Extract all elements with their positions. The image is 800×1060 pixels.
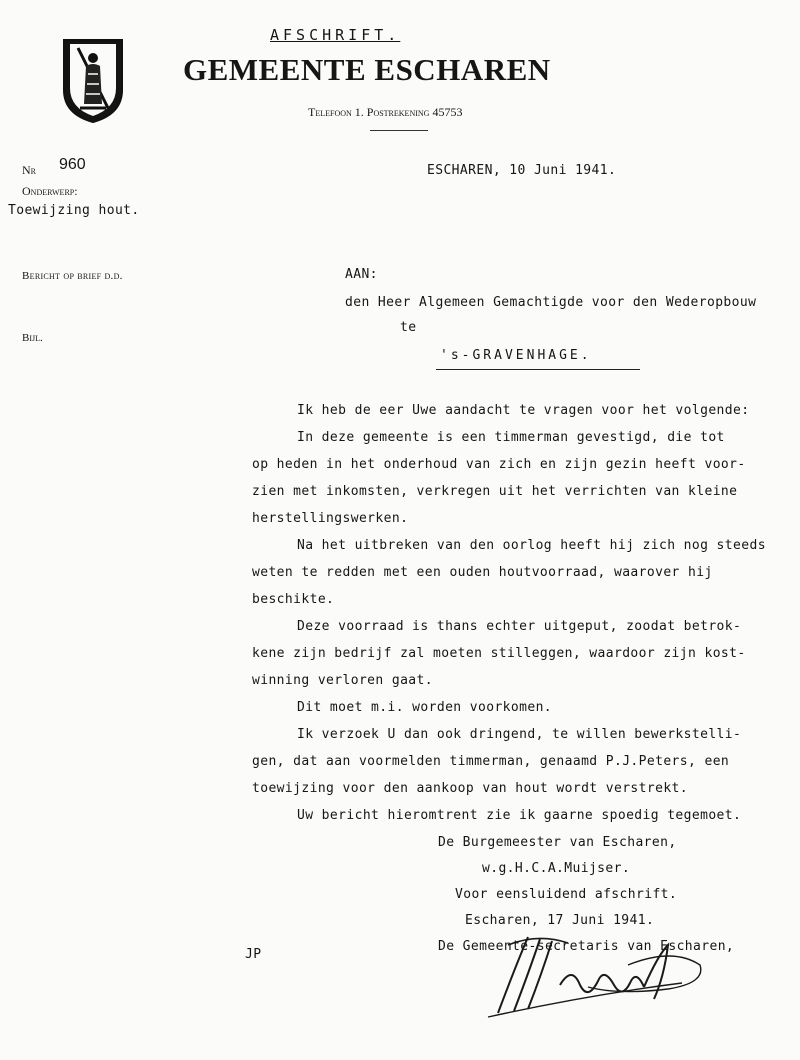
municipality-title: GEMEENTE ESCHAREN [183,52,551,87]
body-line: toewijzing voor den aankoop van hout wordt verstrekt. [252,781,689,796]
body-line: winning verloren gaat. [252,673,433,688]
body-line: beschikte. [252,592,335,607]
addressee-te: te [400,320,417,335]
body-line: Deze voorraad is thans echter uitgeput, zoodat betrok- [297,619,742,634]
body-line: Uw bericht hieromtrent zie ik gaarne spoedig tegemoet. [297,808,742,823]
copy-heading: AFSCHRIFT. [270,26,401,44]
body-line: In deze gemeente is een timmerman gevestigd, die tot [297,430,725,445]
body-line: Na het uitbreken van den oorlog heeft hij zich nog steeds [297,538,766,553]
typist-initials: JP [245,947,262,962]
subject-label: Onderwerp: [22,184,78,198]
body-line: Ik verzoek U dan ook dringend, te willen bewerkstelli- [297,727,742,742]
subject-value: Toewijzing hout. [8,203,140,218]
closing-secretary: De Gemeente-secretaris van Escharen, [438,939,735,954]
nr-value: 960 [59,156,86,173]
closing-signed: w.g.H.C.A.Muijser. [482,861,631,876]
header-divider [370,130,428,131]
city-underline [436,369,640,370]
body-line: Dit moet m.i. worden voorkomen. [297,700,553,715]
coat-of-arms-icon [62,38,124,124]
body-line: herstellingswerken. [252,511,409,526]
place-date: ESCHAREN, 10 Juni 1941. [427,163,617,178]
body-line: op heden in het onderhoud van zich en zijn gezin heeft voor- [252,457,746,472]
addressee: den Heer Algemeen Gemachtigde voor den Wederopbouw [345,295,757,310]
recipient-label: AAN: [345,267,378,282]
closing-mayor: De Burgemeester van Escharen, [438,835,677,850]
reply-to-letter-label: Bericht op brief d.d. [22,270,123,282]
addressee-city: 's-GRAVENHAGE. [440,348,592,363]
signature-icon [468,925,708,1020]
body-line: gen, dat aan voormelden timmerman, genaamd P.J.Peters, een [252,754,730,769]
body-line: kene zijn bedrijf zal moeten stilleggen, waardoor zijn kost- [252,646,746,661]
body-line: Ik heb de eer Uwe aandacht te vragen voor het volgende: [297,403,750,418]
closing-true-copy: Voor eensluidend afschrift. [455,887,678,902]
body-line: zien met inkomsten, verkregen uit het verrichten van kleine [252,484,738,499]
contact-line: Telefoon 1. Postrekening 45753 [308,105,463,119]
closing-place-date: Escharen, 17 Juni 1941. [465,913,655,928]
nr-label: Nr [22,163,37,177]
body-line: weten te redden met een ouden houtvoorraad, waarover hij [252,565,713,580]
attachments-label: Bijl. [22,332,43,344]
